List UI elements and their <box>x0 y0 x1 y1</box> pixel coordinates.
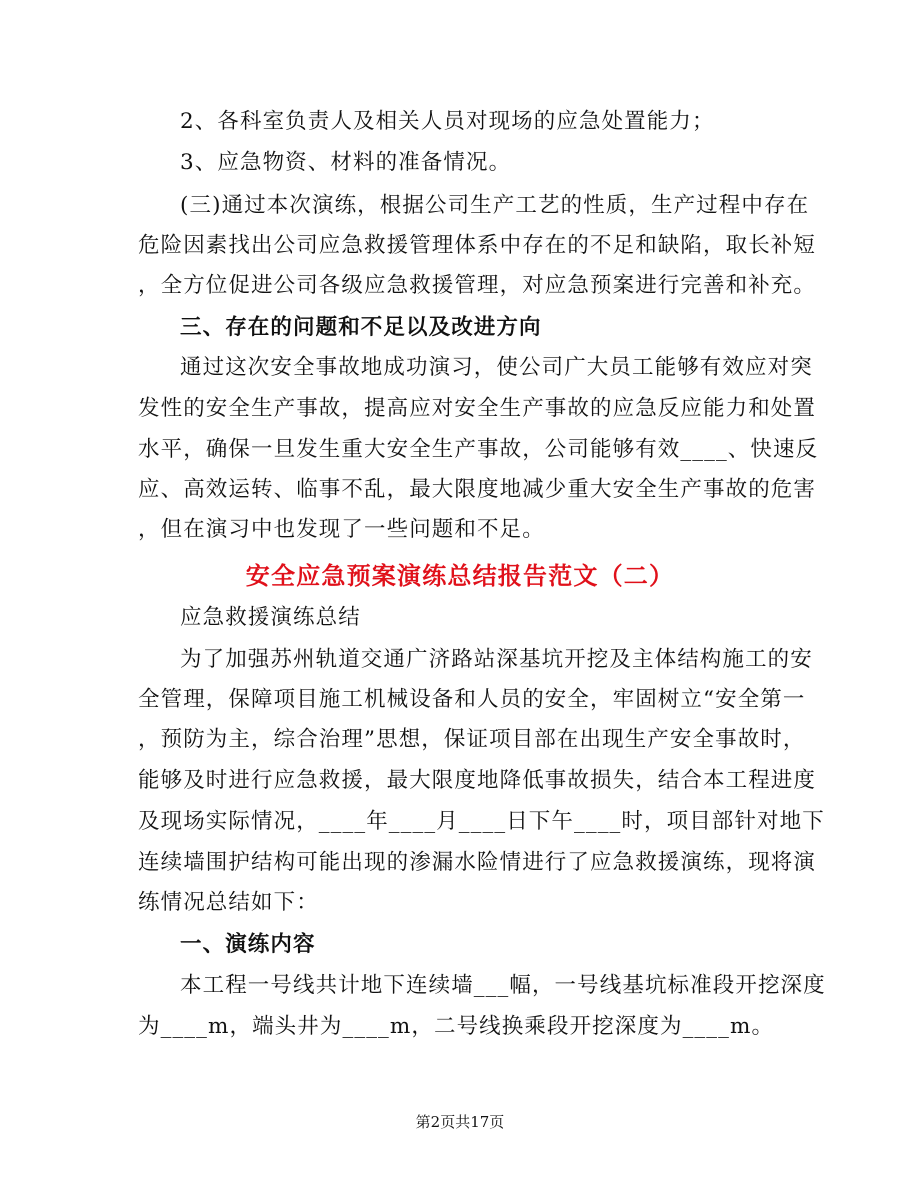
paragraph-line: 全管理，保障项目施工机械设备和人员的安全，牢固树立“安全第一 <box>138 687 806 712</box>
paragraph-line: 为了加强苏州轨道交通广济路站深基坑开挖及主体结构施工的安 <box>180 647 813 672</box>
paragraph-line: 练情况总结如下： <box>138 890 319 915</box>
section-heading-1: 一、演练内容 <box>180 932 316 957</box>
paragraph-line: 及现场实际情况，____年____月____日下午____时，项目部针对地下 <box>138 809 825 834</box>
paragraph-line: 连续墙围护结构可能出现的渗漏水险情进行了应急救援演练，现将演 <box>138 850 817 875</box>
list-item-3: 3、应急物资、材料的准备情况。 <box>180 150 512 175</box>
document-subtitle: 应急救援演练总结 <box>180 605 361 630</box>
paragraph-line: ，但在演习中也发现了一些问题和不足。 <box>138 517 545 542</box>
paragraph-line: 本工程一号线共计地下连续墙___幅，一号线基坑标准段开挖深度 <box>180 973 826 998</box>
paragraph-line: 应、高效运转、临事不乱，最大限度地减少重大安全生产事故的危害 <box>138 477 817 502</box>
paragraph-line: 通过这次安全事故地成功演习，使公司广大员工能够有效应对突 <box>180 355 813 380</box>
paragraph-line: 为____m，端头井为____m，二号线换乘段开挖深度为____m。 <box>138 1014 775 1039</box>
paragraph-line: (三)通过本次演练，根据公司生产工艺的性质，生产过程中存在 <box>180 193 810 218</box>
document-title: 安全应急预案演练总结报告范文（二） <box>245 561 675 590</box>
paragraph-line: 能够及时进行应急救援，最大限度地降低事故损失，结合本工程进度 <box>138 768 817 793</box>
page-number: 第2页共17页 <box>415 1113 505 1131</box>
list-item-2: 2、各科室负责人及相关人员对现场的应急处置能力； <box>180 109 715 134</box>
paragraph-line: 发性的安全生产事故，提高应对安全生产事故的应急反应能力和处置 <box>138 396 817 421</box>
paragraph-line: 水平，确保一旦发生重大安全生产事故，公司能够有效____、快速反 <box>138 437 819 462</box>
paragraph-line: ，预防为主，综合治理”思想，保证项目部在出现生产安全事故时， <box>138 727 806 752</box>
section-heading-3: 三、存在的问题和不足以及改进方向 <box>180 315 542 340</box>
paragraph-line: ，全方位促进公司各级应急救援管理，对应急预案进行完善和补充。 <box>138 273 817 298</box>
paragraph-line: 危险因素找出公司应急救援管理体系中存在的不足和缺陷，取长补短 <box>138 233 817 258</box>
